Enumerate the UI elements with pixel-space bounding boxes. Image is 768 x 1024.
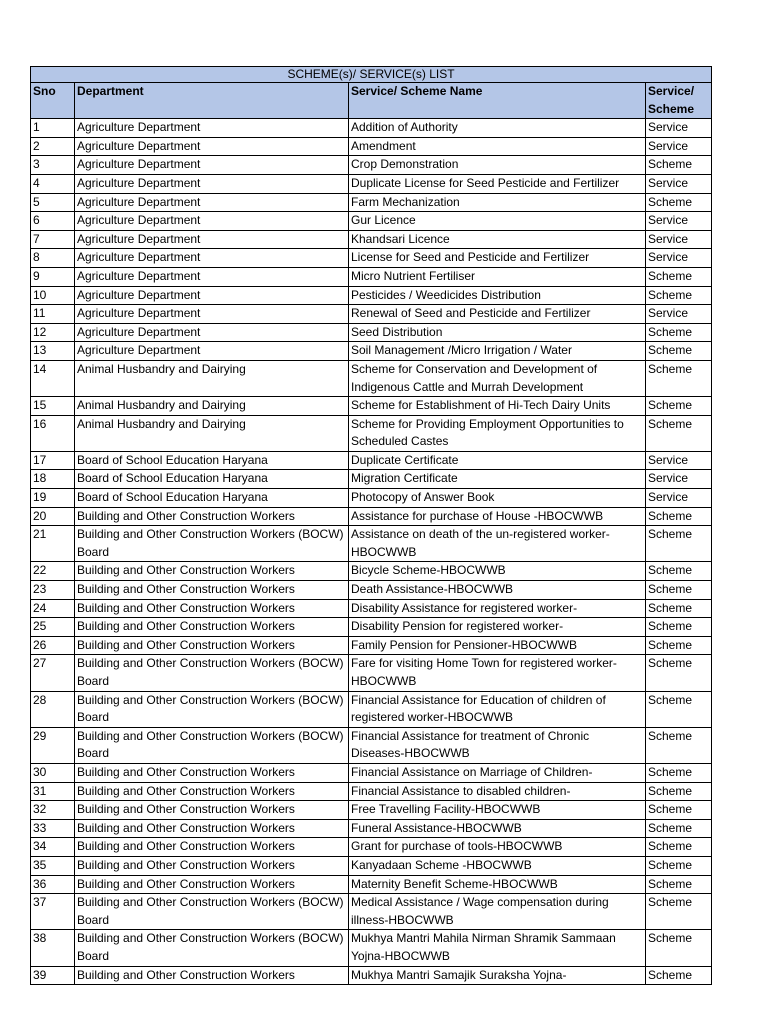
cell-service-name: Pesticides / Weedicides Distribution [349,286,646,305]
cell-department: Building and Other Construction Workers [75,782,349,801]
header-service-name: Service/ Scheme Name [349,83,646,119]
header-sno: Sno [31,83,75,119]
table-row [31,856,712,875]
cell-sno: 29 [31,727,75,763]
cell-department: Building and Other Construction Workers [75,875,349,894]
cell-sno: 4 [31,174,75,193]
cell-department: Agriculture Department [75,249,349,268]
cell-sno: 9 [31,267,75,286]
cell-type: Service [646,451,712,470]
table-row [31,526,712,562]
cell-department: Agriculture Department [75,212,349,231]
cell-type: Scheme [646,875,712,894]
cell-department: Building and Other Construction Workers [75,801,349,820]
cell-type: Scheme [646,342,712,361]
cell-type: Service [646,119,712,138]
table-row [31,801,712,820]
cell-department: Animal Husbandry and Dairying [75,360,349,396]
table-row [31,763,712,782]
cell-service-name: Maternity Benefit Scheme-HBOCWWB [349,875,646,894]
cell-type: Service [646,174,712,193]
table-body [31,119,712,985]
scheme-service-table [30,66,712,985]
table-row [31,360,712,396]
cell-service-name: Funeral Assistance-HBOCWWB [349,819,646,838]
table-row [31,930,712,966]
table-row [31,655,712,691]
table-row [31,691,712,727]
cell-service-name: Duplicate License for Seed Pesticide and Fertilizer [349,174,646,193]
cell-service-name: Crop Demonstration [349,156,646,175]
cell-department: Agriculture Department [75,174,349,193]
cell-sno: 11 [31,305,75,324]
cell-department: Building and Other Construction Workers [75,599,349,618]
cell-type: Scheme [646,397,712,416]
cell-sno: 23 [31,581,75,600]
cell-sno: 34 [31,838,75,857]
cell-type: Scheme [646,894,712,930]
cell-department: Agriculture Department [75,305,349,324]
cell-service-name: Financial Assistance for Education of children of registered worker-HBOCWWB [349,691,646,727]
cell-service-name: Farm Mechanization [349,193,646,212]
cell-type: Scheme [646,526,712,562]
cell-department: Board of School Education Haryana [75,470,349,489]
cell-department: Building and Other Construction Workers [75,618,349,637]
table-row [31,599,712,618]
cell-sno: 10 [31,286,75,305]
cell-department: Building and Other Construction Workers (BOCW) Board [75,526,349,562]
cell-sno: 8 [31,249,75,268]
table-row [31,193,712,212]
cell-service-name: Death Assistance-HBOCWWB [349,581,646,600]
cell-department: Building and Other Construction Workers [75,966,349,985]
cell-type: Scheme [646,856,712,875]
cell-type: Scheme [646,599,712,618]
cell-type: Scheme [646,655,712,691]
cell-service-name: Financial Assistance to disabled children- [349,782,646,801]
cell-service-name: Scheme for Establishment of Hi-Tech Dairy Units [349,397,646,416]
cell-type: Service [646,470,712,489]
table-row [31,119,712,138]
cell-type: Scheme [646,966,712,985]
cell-type: Service [646,212,712,231]
cell-department: Agriculture Department [75,119,349,138]
cell-sno: 2 [31,137,75,156]
cell-type: Scheme [646,193,712,212]
cell-service-name: Financial Assistance for treatment of Chronic Diseases-HBOCWWB [349,727,646,763]
cell-service-name: Scheme for Providing Employment Opportunities to Scheduled Castes [349,415,646,451]
table-row [31,267,712,286]
cell-service-name: Grant for purchase of tools-HBOCWWB [349,838,646,857]
cell-sno: 18 [31,470,75,489]
cell-service-name: Mukhya Mantri Mahila Nirman Shramik Sammaan Yojna-HBOCWWB [349,930,646,966]
cell-type: Scheme [646,507,712,526]
cell-type: Scheme [646,415,712,451]
cell-sno: 26 [31,636,75,655]
cell-department: Agriculture Department [75,156,349,175]
cell-sno: 3 [31,156,75,175]
cell-type: Scheme [646,581,712,600]
cell-type: Service [646,489,712,508]
cell-department: Agriculture Department [75,137,349,156]
cell-type: Scheme [646,323,712,342]
table-row [31,819,712,838]
cell-service-name: Bicycle Scheme-HBOCWWB [349,562,646,581]
cell-department: Animal Husbandry and Dairying [75,415,349,451]
cell-type: Scheme [646,801,712,820]
table-row [31,174,712,193]
table-row [31,415,712,451]
cell-type: Scheme [646,562,712,581]
cell-sno: 30 [31,763,75,782]
table-title: SCHEME(s)/ SERVICE(s) LIST [31,67,712,83]
cell-department: Animal Husbandry and Dairying [75,397,349,416]
cell-sno: 20 [31,507,75,526]
cell-service-name: Gur Licence [349,212,646,231]
cell-service-name: Amendment [349,137,646,156]
cell-service-name: Duplicate Certificate [349,451,646,470]
table-row [31,838,712,857]
cell-type: Scheme [646,838,712,857]
cell-sno: 12 [31,323,75,342]
cell-department: Building and Other Construction Workers [75,581,349,600]
cell-type: Scheme [646,727,712,763]
cell-service-name: License for Seed and Pesticide and Fertilizer [349,249,646,268]
table-row [31,489,712,508]
cell-service-name: Disability Assistance for registered worker- [349,599,646,618]
cell-sno: 31 [31,782,75,801]
cell-type: Scheme [646,691,712,727]
cell-service-name: Migration Certificate [349,470,646,489]
table-row [31,507,712,526]
cell-department: Building and Other Construction Workers (BOCW) Board [75,655,349,691]
table-row [31,323,712,342]
cell-department: Agriculture Department [75,342,349,361]
cell-department: Building and Other Construction Workers (BOCW) Board [75,930,349,966]
cell-service-name: Kanyadaan Scheme -HBOCWWB [349,856,646,875]
cell-department: Agriculture Department [75,193,349,212]
table-row [31,230,712,249]
cell-service-name: Assistance for purchase of House -HBOCWWB [349,507,646,526]
cell-sno: 21 [31,526,75,562]
header-type: Service/ Scheme [646,83,712,119]
table-row [31,581,712,600]
cell-sno: 15 [31,397,75,416]
cell-type: Scheme [646,156,712,175]
cell-department: Building and Other Construction Workers (BOCW) Board [75,691,349,727]
cell-sno: 32 [31,801,75,820]
cell-sno: 16 [31,415,75,451]
cell-sno: 37 [31,894,75,930]
cell-service-name: Family Pension for Pensioner-HBOCWWB [349,636,646,655]
table-row [31,305,712,324]
table-row [31,451,712,470]
table-row [31,894,712,930]
cell-sno: 19 [31,489,75,508]
cell-sno: 14 [31,360,75,396]
table-row [31,875,712,894]
cell-type: Scheme [646,618,712,637]
cell-sno: 13 [31,342,75,361]
cell-sno: 33 [31,819,75,838]
table-row [31,397,712,416]
cell-department: Building and Other Construction Workers [75,763,349,782]
cell-department: Agriculture Department [75,286,349,305]
cell-type: Service [646,230,712,249]
cell-service-name: Disability Pension for registered worker- [349,618,646,637]
cell-department: Agriculture Department [75,230,349,249]
cell-type: Scheme [646,930,712,966]
cell-type: Scheme [646,782,712,801]
cell-service-name: Free Travelling Facility-HBOCWWB [349,801,646,820]
cell-type: Scheme [646,360,712,396]
table-row [31,137,712,156]
cell-department: Agriculture Department [75,267,349,286]
cell-sno: 24 [31,599,75,618]
table-row [31,470,712,489]
cell-type: Scheme [646,763,712,782]
cell-sno: 27 [31,655,75,691]
cell-service-name: Soil Management /Micro Irrigation / Water [349,342,646,361]
table-row [31,249,712,268]
cell-department: Agriculture Department [75,323,349,342]
cell-sno: 25 [31,618,75,637]
cell-sno: 5 [31,193,75,212]
table-row [31,966,712,985]
table-row [31,562,712,581]
cell-department: Building and Other Construction Workers (BOCW) Board [75,894,349,930]
cell-service-name: Khandsari Licence [349,230,646,249]
cell-type: Scheme [646,636,712,655]
cell-type: Service [646,137,712,156]
cell-type: Service [646,249,712,268]
cell-service-name: Assistance on death of the un-registered worker-HBOCWWB [349,526,646,562]
cell-sno: 36 [31,875,75,894]
table-row [31,782,712,801]
cell-department: Building and Other Construction Workers [75,838,349,857]
table-row [31,286,712,305]
table-row [31,156,712,175]
table-row [31,618,712,637]
cell-sno: 1 [31,119,75,138]
cell-sno: 39 [31,966,75,985]
cell-department: Building and Other Construction Workers [75,636,349,655]
cell-department: Building and Other Construction Workers [75,819,349,838]
cell-service-name: Fare for visiting Home Town for registered worker-HBOCWWB [349,655,646,691]
cell-type: Service [646,305,712,324]
cell-department: Building and Other Construction Workers [75,856,349,875]
cell-sno: 38 [31,930,75,966]
table-row [31,342,712,361]
cell-department: Board of School Education Haryana [75,451,349,470]
cell-service-name: Financial Assistance on Marriage of Children- [349,763,646,782]
cell-department: Building and Other Construction Workers [75,562,349,581]
cell-sno: 6 [31,212,75,231]
cell-service-name: Renewal of Seed and Pesticide and Fertilizer [349,305,646,324]
table-row [31,727,712,763]
cell-department: Building and Other Construction Workers [75,507,349,526]
cell-type: Scheme [646,286,712,305]
table-row [31,212,712,231]
cell-sno: 22 [31,562,75,581]
cell-department: Building and Other Construction Workers (BOCW) Board [75,727,349,763]
cell-service-name: Photocopy of Answer Book [349,489,646,508]
cell-sno: 17 [31,451,75,470]
cell-department: Board of School Education Haryana [75,489,349,508]
cell-sno: 35 [31,856,75,875]
cell-service-name: Mukhya Mantri Samajik Suraksha Yojna- [349,966,646,985]
cell-type: Scheme [646,819,712,838]
table-row [31,636,712,655]
cell-service-name: Addition of Authority [349,119,646,138]
cell-service-name: Micro Nutrient Fertiliser [349,267,646,286]
cell-type: Scheme [646,267,712,286]
cell-service-name: Medical Assistance / Wage compensation during illness-HBOCWWB [349,894,646,930]
cell-sno: 7 [31,230,75,249]
cell-service-name: Scheme for Conservation and Development of Indigenous Cattle and Murrah Development [349,360,646,396]
cell-service-name: Seed Distribution [349,323,646,342]
header-department: Department [75,83,349,119]
cell-sno: 28 [31,691,75,727]
